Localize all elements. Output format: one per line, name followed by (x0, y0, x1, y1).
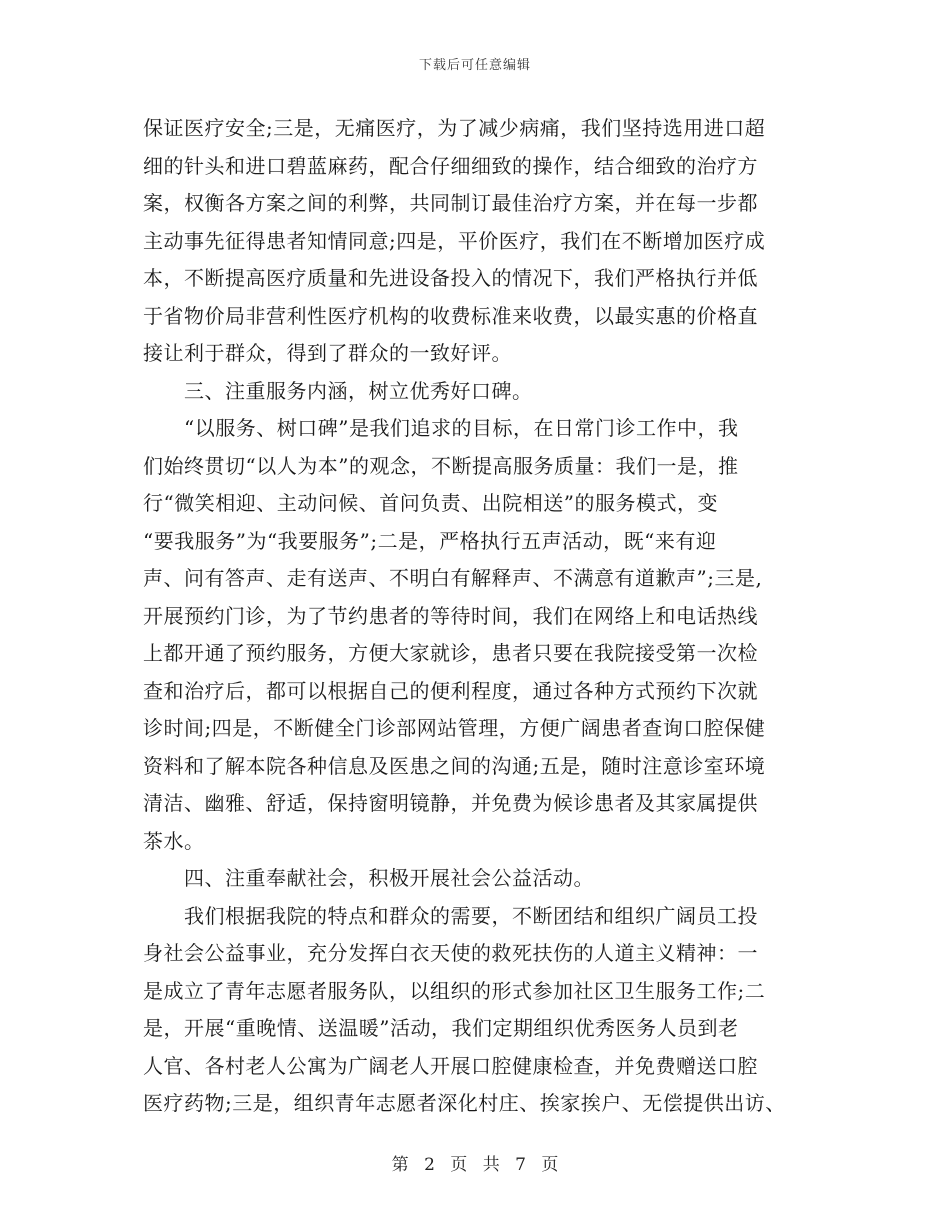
text-line: “要我服务”为“我要服务”;二是，严格执行五声活动，既“来有迎 (143, 528, 717, 553)
page-label-prefix: 第 (391, 1155, 409, 1175)
text-line: 是，开展“重晚情、送温暖”活动，我们定期组织优秀医务人员到老 (143, 1016, 739, 1040)
text-line: “以服务、树口碑”是我们追求的目标，在日常门诊工作中，我 (143, 416, 739, 440)
text-line: 我们根据我院的特点和群众的需要，不断团结和组织广阔员工投 (143, 903, 758, 928)
text-line: 接让利于群众，得到了群众的一致好评。 (143, 341, 512, 365)
text-line: 们始终贯切“以人为本”的观念，不断提高服务质量：我们一是，推 (143, 453, 739, 478)
body-text (143, 110, 823, 1123)
text-line: 保证医疗安全;三是，无痛医疗，为了减少病痛，我们坚持选用进口超 (143, 116, 766, 140)
header-note: 下载后可任意编辑 (418, 58, 531, 73)
text-line: 资料和了解本院各种信息及医患之间的沟通;五是，随时注意诊室环境 (143, 753, 766, 778)
text-line: 细的针头和进口碧蓝麻药，配合仔细细致的操作，结合细致的治疗方 (143, 153, 758, 178)
section-heading-4: 四、注重奉献社会，积极开展社会公益活动。 (143, 866, 594, 890)
text-line: 上都开通了预约服务，方便大家就诊，患者只要在我院接受第一次检 (143, 641, 758, 665)
page-label-mid: 页 (450, 1155, 468, 1175)
page-label-suffix: 页 (541, 1155, 559, 1175)
page-label-total-prefix: 共 (482, 1155, 500, 1175)
text-line: 开展预约门诊，为了节约患者的等待时间，我们在网络上和电话热线 (143, 603, 758, 628)
text-line: 于省物价局非营利性医疗机构的收费标准来收费，以最实惠的价格直 (143, 303, 758, 328)
total-pages-number: 7 (515, 1155, 526, 1175)
text-line: 茶水。 (143, 828, 205, 853)
text-line: 主动事先征得患者知情同意;四是，平价医疗，我们在不断增加医疗成 (143, 228, 766, 253)
text-line: 行“微笑相迎、主动问候、首问负责、出院相送”的服务模式，变 (143, 491, 718, 515)
page-number-footer (0, 1150, 950, 1175)
text-line: 是成立了青年志愿者服务队，以组织的形式参加社区卫生服务工作;二 (143, 978, 766, 1003)
text-line: 诊时间;四是，不断健全门诊部网站管理，方便广阔患者查询口腔保健 (143, 716, 766, 740)
text-line: 人官、各村老人公寓为广阔老人开展口腔健康检查，并免费赠送口腔 (143, 1053, 758, 1078)
text-line: 身社会公益事业，充分发挥白衣天使的救死扶伤的人道主义精神：一 (143, 941, 758, 965)
text-line: 本，不断提高医疗质量和先进设备投入的情况下，我们严格执行并低 (143, 266, 758, 290)
text-line: 查和治疗后，都可以根据自己的便利程度，通过各种方式预约下次就 (143, 678, 758, 703)
current-page-number: 2 (424, 1155, 435, 1175)
text-line: 清洁、幽雅、舒适，保持窗明镜静，并免费为候诊患者及其家属提供 (143, 791, 758, 815)
text-line: 医疗药物;三是，组织青年志愿者深化村庄、挨家挨户、无偿提供出访、 (143, 1091, 786, 1115)
text-line: 声、问有答声、走有送声、不明白有解释声、不满意有道歉声”;三是, (143, 566, 763, 590)
section-heading-3: 三、注重服务内涵，树立优秀好口碑。 (143, 378, 533, 403)
text-line: 案，权衡各方案之间的利弊，共同制订最佳治疗方案，并在每一步都 (143, 191, 758, 215)
